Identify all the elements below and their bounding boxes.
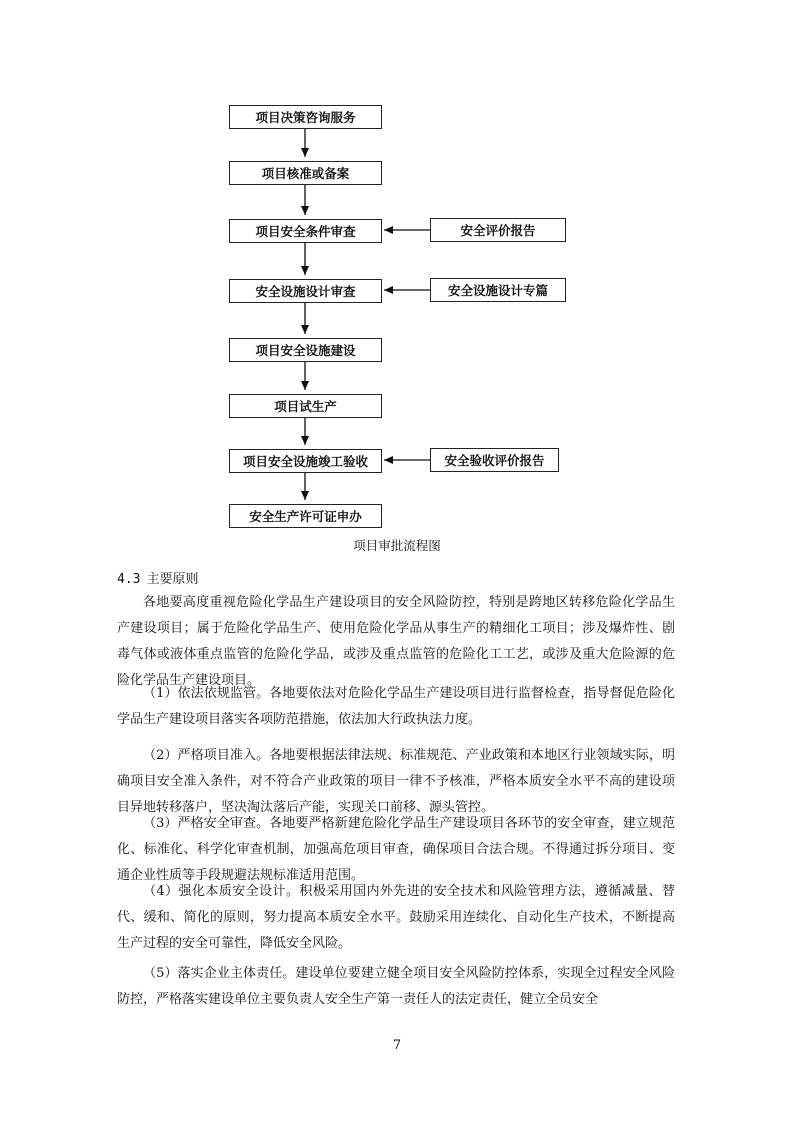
figure-caption: 项目审批流程图 [353,538,441,553]
flow-step-5: 项目安全设施建设 [229,338,382,362]
paragraph-principle-5: （5）落实企业主体责任。建设单位要建立健全项目安全风险防控体系，实现全过程安全风险防控，严格落实建设单位主要负责人安全生产第一责任人的法定责任，健立全员安全 [117,966,675,1007]
page-number: 7 [392,1038,402,1053]
flow-step-7: 项目安全设施竣工验收 [229,449,382,473]
flow-step-4: 安全设施设计审查 [229,279,382,303]
section-number: 4.3 [117,572,141,587]
side-input-safety-evaluation: 安全评价报告 [430,218,566,242]
paragraph-principle-3: （3）严格安全审查。各地要严格新建危险化学品生产建设项目各环节的安全审查，建立规范化、标准化、科学化审查机制，加强高危项目审查，确保项目合法合规。不得通过拆分项目、变通企业性质等手段规避法规标准适用范围。 [117,816,675,883]
flow-step-8: 安全生产许可证申办 [229,504,382,528]
section-title: 主要原则 [146,572,199,587]
side-input-acceptance-evaluation: 安全验收评价报告 [430,448,559,472]
section-heading [117,568,199,587]
paragraph-intro: 各地要高度重视危险化学品生产建设项目的安全风险防控，特别是跨地区转移危险化学品生产建设项目；属于危险化学品生产、使用危险化学品从事生产的精细化工项目；涉及爆炸性、剧毒气体或液体重点监管的危险化学品，或涉及重点监管的危险化工工艺，或涉及重大危险源的危险化学品生产建设项目。 [117,595,675,688]
paragraph-principle-2: （2）严格项目准入。各地要根据法律法规、标准规范、产业政策和本地区行业领域实际，明确项目安全准入条件，对不符合产业政策的项目一律不予核准，严格本质安全水平不高的建设项目异地转移落户，坚决淘汰落后产能，实现关口前移、源头管控。 [117,748,675,815]
side-input-safety-design: 安全设施设计专篇 [430,278,566,302]
flowchart-connectors [0,0,794,540]
flow-step-2: 项目核准或备案 [229,161,382,185]
paragraph-principle-4: （4）强化本质安全设计。积极采用国内外先进的安全技术和风险管理方法，遵循减量、替代、缓和、简化的原则，努力提高本质安全水平。鼓励采用连续化、自动化生产技术，不断提高生产过程的安全可靠性，降低安全风险。 [117,884,675,951]
approval-flowchart [0,0,794,540]
paragraph-principle-1: （1）依法依规监管。各地要依法对危险化学品生产建设项目进行监督检查，指导督促危险化学品生产建设项目落实各项防范措施，依法加大行政执法力度。 [117,686,675,727]
flow-step-3: 项目安全条件审查 [229,219,382,243]
flow-step-6: 项目试生产 [229,394,382,418]
flow-step-1: 项目决策咨询服务 [229,105,382,129]
